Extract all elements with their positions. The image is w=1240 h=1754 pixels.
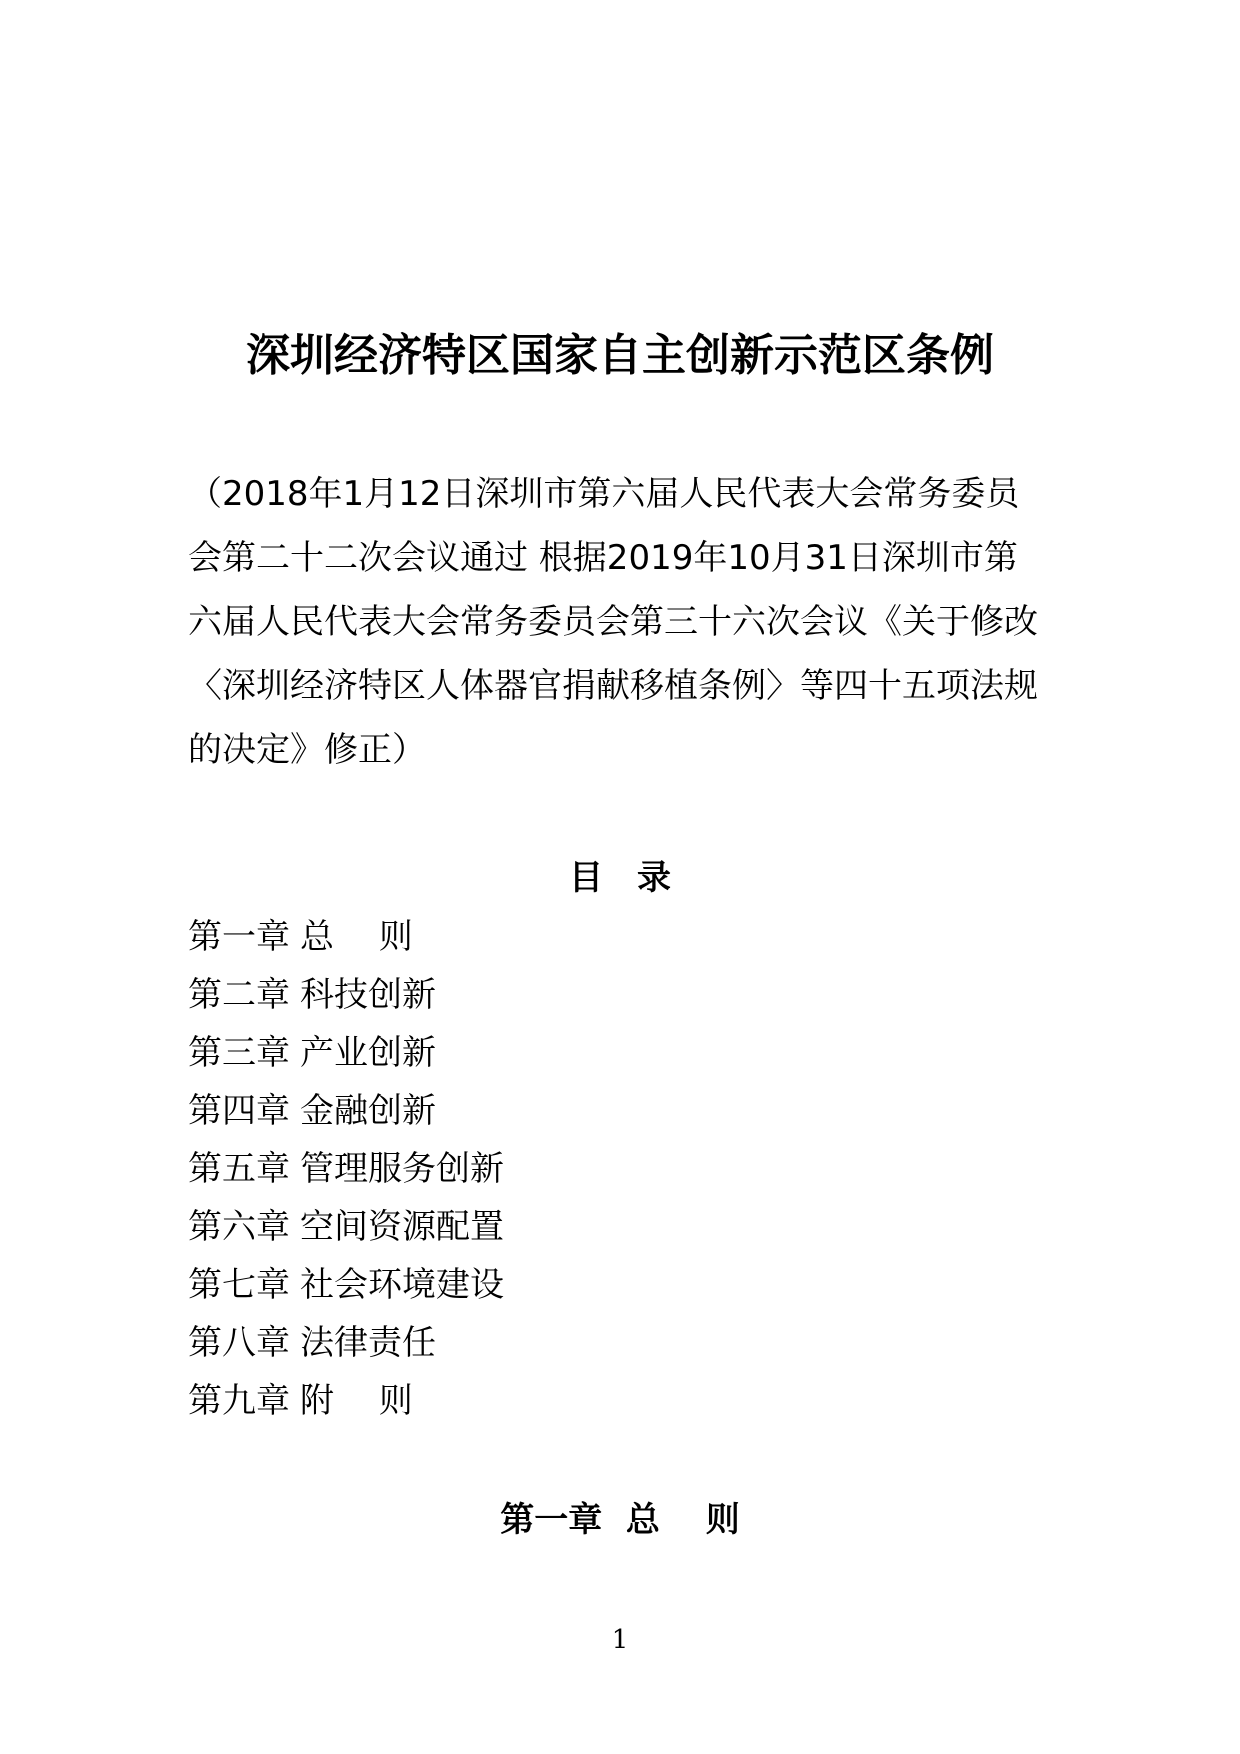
- toc-item: [188, 1256, 504, 1314]
- toc-item-name: 管理服务创新: [300, 1149, 504, 1189]
- toc-item-number: 第七章: [188, 1265, 290, 1305]
- toc-item: [188, 1314, 504, 1372]
- toc-item-number: 第五章: [188, 1149, 290, 1189]
- toc-item-number: 第六章: [188, 1207, 290, 1247]
- toc-item-name: 空间资源配置: [300, 1207, 504, 1247]
- chapter-heading: 第一章 总 则: [500, 1500, 740, 1540]
- toc-item-number: 第八章: [188, 1323, 290, 1363]
- toc-item: [188, 1024, 504, 1082]
- adoption-note: （2018年1月12日深圳市第六届人民代表大会常务委员会第二十二次会议通过 根据2019年10月31日深圳市第六届人民代表大会常务委员会第三十六次会议《关于修改〈深圳经济特区人体器官捐献移植条例〉等四十五项法规的决定》修正）: [188, 474, 1038, 770]
- toc-item: [188, 1372, 504, 1430]
- toc-item: [188, 966, 504, 1024]
- toc-item-number: 第一章: [188, 917, 290, 957]
- toc-item-name: 法律责任: [300, 1323, 436, 1363]
- document-title: 深圳经济特区国家自主创新示范区条例: [246, 330, 994, 381]
- toc-item-name: 金融创新: [300, 1091, 436, 1131]
- toc-item: [188, 908, 504, 966]
- toc-item-name: 总 则: [300, 917, 413, 957]
- toc-item-number: 第四章: [188, 1091, 290, 1131]
- toc-item-number: 第三章: [188, 1033, 290, 1073]
- toc-heading: 目 录: [569, 858, 671, 898]
- toc-item-name: 产业创新: [300, 1033, 436, 1073]
- toc-item-name: 附 则: [300, 1381, 413, 1421]
- toc-item-number: 第九章: [188, 1381, 290, 1421]
- toc-item: [188, 1140, 504, 1198]
- toc-item-number: 第二章: [188, 975, 290, 1015]
- table-of-contents: [188, 908, 504, 1430]
- toc-item-name: 社会环境建设: [300, 1265, 504, 1305]
- toc-item: [188, 1198, 504, 1256]
- toc-item-name: 科技创新: [300, 975, 436, 1015]
- page-number: 1: [611, 1625, 629, 1655]
- toc-item: [188, 1082, 504, 1140]
